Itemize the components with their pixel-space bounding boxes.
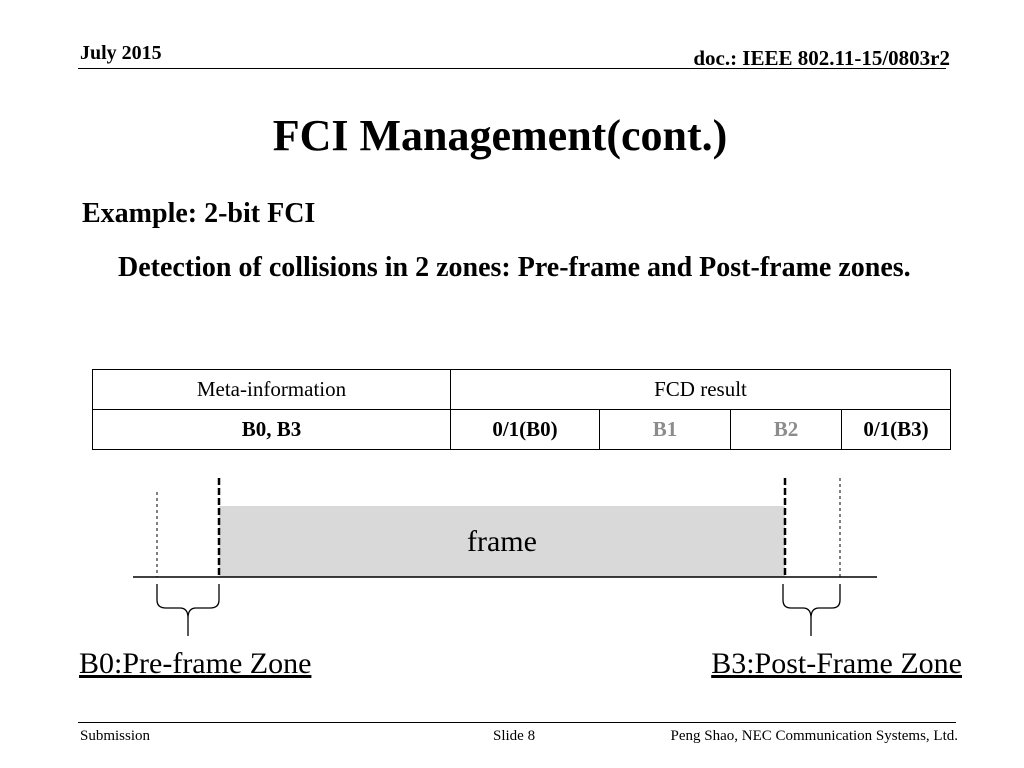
pre-zone-brace bbox=[157, 584, 219, 636]
pre-frame-zone-label: B0:Pre-frame Zone bbox=[79, 647, 312, 680]
post-frame-zone-label: B3:Post-Frame Zone bbox=[711, 647, 962, 680]
header-date: July 2015 bbox=[80, 42, 162, 64]
post-zone-brace bbox=[783, 584, 840, 636]
footer-submission: Submission bbox=[80, 728, 151, 744]
header-doc-id: doc.: IEEE 802.11-15/0803r2 bbox=[693, 46, 950, 70]
table-cell-b1: B1 bbox=[600, 410, 731, 450]
table-header-meta: Meta-information bbox=[93, 370, 451, 410]
table-cell-b2: B2 bbox=[731, 410, 842, 450]
frame-label: frame bbox=[467, 525, 537, 558]
detection-text: Detection of collisions in 2 zones: Pre-frame and Post-frame zones. bbox=[118, 252, 911, 283]
footer-author: Peng Shao, NEC Communication Systems, Ltd. bbox=[670, 728, 958, 744]
example-text: Example: 2-bit FCI bbox=[82, 198, 316, 229]
footer-slide-number: Slide 8 bbox=[493, 728, 536, 744]
table-header-fcd: FCD result bbox=[451, 370, 951, 410]
footer-divider bbox=[78, 722, 956, 723]
table-cell-b0: 0/1(B0) bbox=[451, 410, 600, 450]
table-cell-meta: B0, B3 bbox=[93, 410, 451, 450]
table-cell-b3: 0/1(B3) bbox=[842, 410, 951, 450]
slide-title: FCI Management(cont.) bbox=[272, 111, 728, 160]
